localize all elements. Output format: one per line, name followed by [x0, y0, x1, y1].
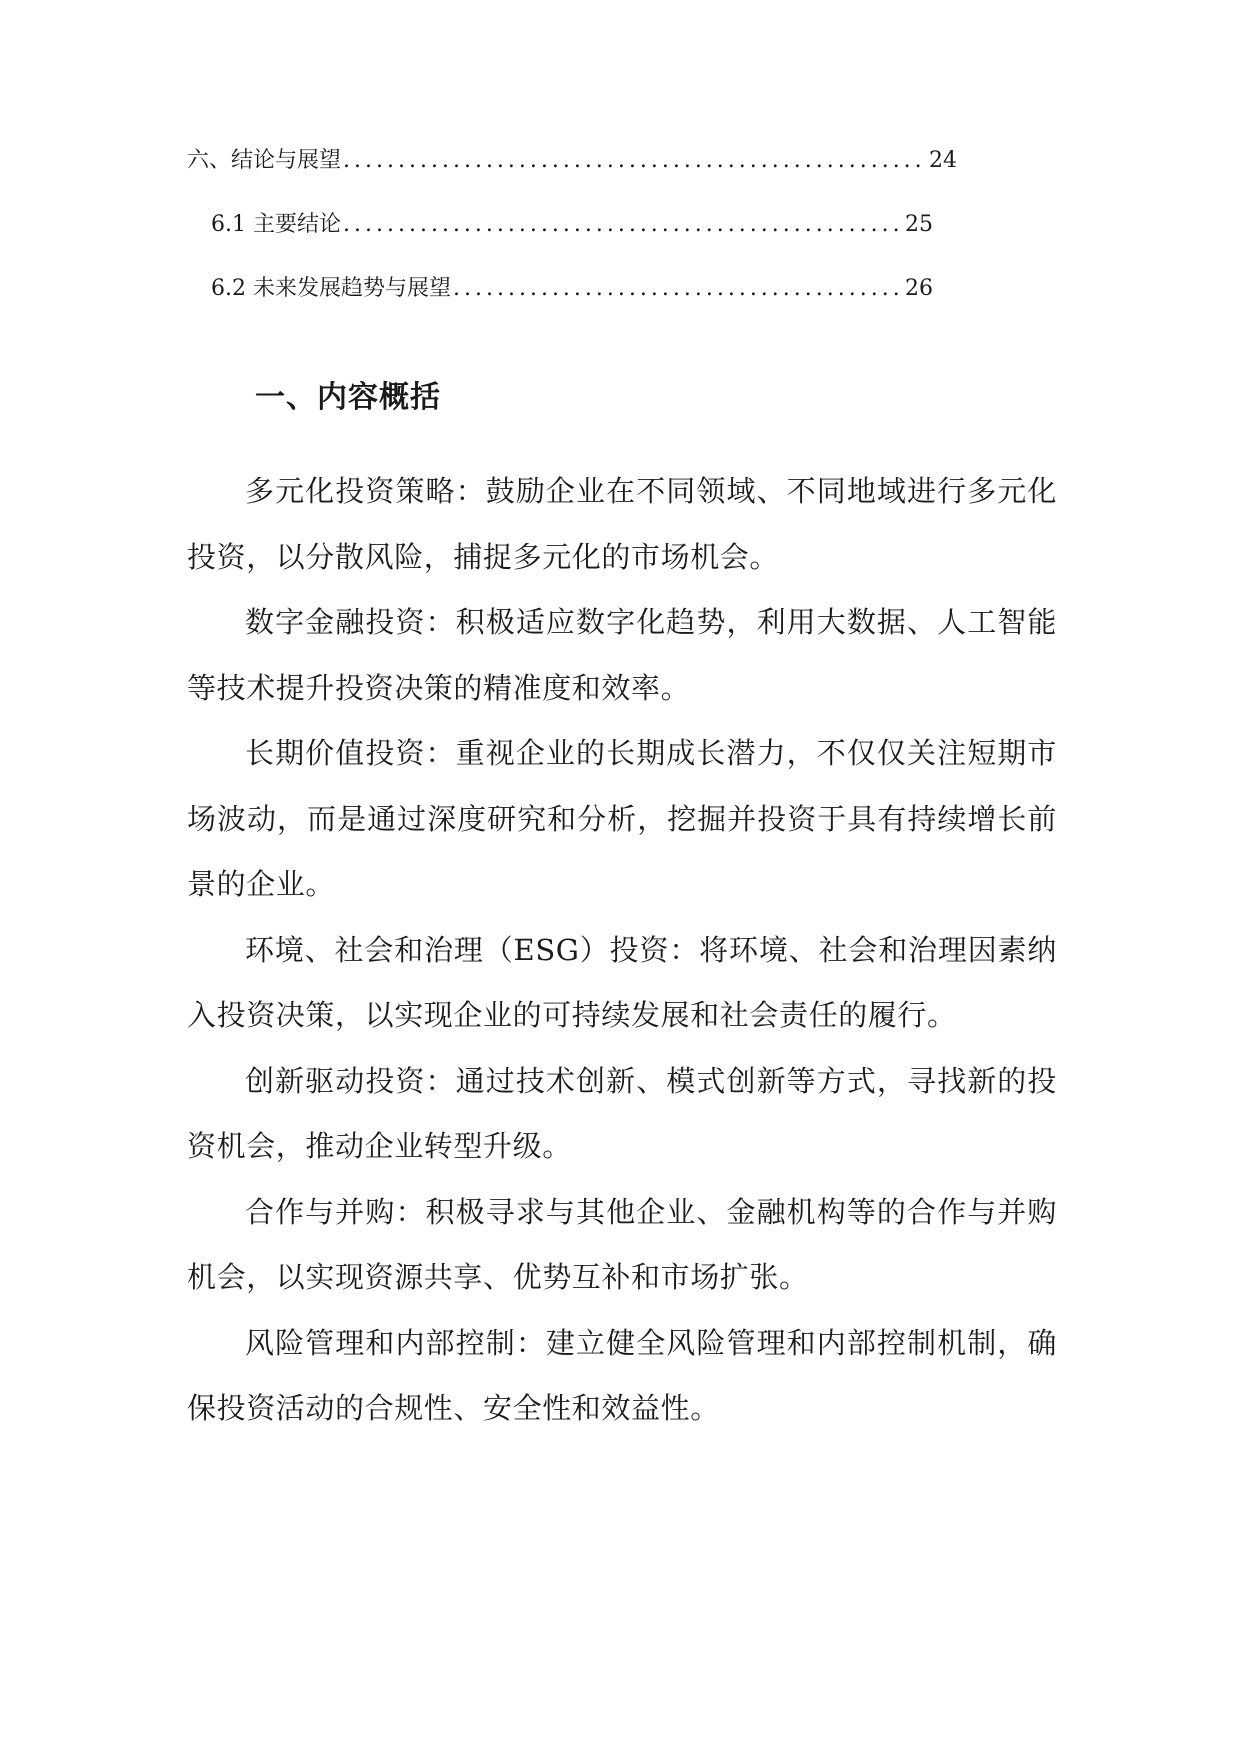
toc-entry-page: 24: [929, 148, 957, 173]
toc-entry-label: 主要结论: [252, 212, 341, 237]
toc-entry-number: 6.2: [211, 276, 253, 301]
toc-entry-6[interactable]: [187, 146, 957, 210]
paragraph-cooperation-merger: 合作与并购：积极寻求与其他企业、金融机构等的合作与并购机会，以实现资源共享、优势互补和市场扩张。: [187, 1194, 1057, 1294]
paragraph-risk-management: 风险管理和内部控制：建立健全风险管理和内部控制机制，确保投资活动的合规性、安全性和效益性。: [187, 1325, 1057, 1425]
toc-entry-6-2[interactable]: [187, 274, 933, 338]
toc-entry-label: 未来发展趋势与展望: [252, 276, 451, 301]
section-heading: 一、内容概括: [255, 380, 441, 415]
section-body: [187, 459, 1057, 1442]
paragraph-esg-investment: 环境、社会和治理（ESG）投资：将环境、社会和治理因素纳入投资决策，以实现企业的可持续发展和社会责任的履行。: [187, 932, 1057, 1032]
table-of-contents: [187, 146, 957, 338]
paragraph-innovation-driven: 创新驱动投资：通过技术创新、模式创新等方式，寻找新的投资机会，推动企业转型升级。: [187, 1063, 1057, 1163]
toc-entry-6-1[interactable]: [187, 210, 933, 274]
toc-entry-number: 6.1: [211, 212, 253, 237]
toc-entry-number: 六、: [187, 148, 232, 173]
toc-dot-leader: [453, 274, 903, 304]
toc-entry-page: 26: [905, 276, 933, 301]
paragraph-digital-finance: 数字金融投资：积极适应数字化趋势，利用大数据、人工智能等技术提升投资决策的精准度和效率。: [187, 605, 1057, 705]
toc-dot-leader: [343, 146, 927, 176]
toc-entry-label: 结论与展望: [231, 148, 342, 173]
toc-entry-page: 25: [905, 212, 933, 237]
paragraph-long-term-value: 长期价值投资：重视企业的长期成长潜力，不仅仅关注短期市场波动，而是通过深度研究和分析，挖掘并投资于具有持续增长前景的企业。: [187, 736, 1057, 901]
paragraph-diversified-investment: 多元化投资策略：鼓励企业在不同领域、不同地域进行多元化投资，以分散风险，捕捉多元化的市场机会。: [187, 474, 1057, 574]
toc-dot-leader: [343, 210, 903, 240]
